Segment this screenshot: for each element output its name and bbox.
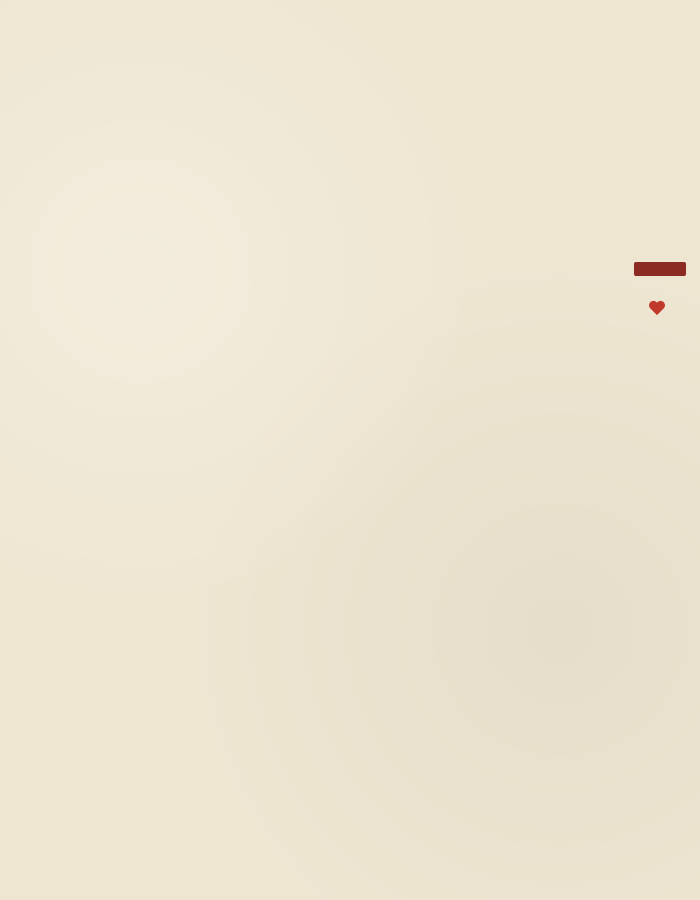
section-5-heading <box>358 215 598 229</box>
section-4-paragraph-2 <box>358 185 598 201</box>
sources-title <box>92 712 342 724</box>
right-text-column <box>358 135 598 321</box>
left-text-column <box>92 133 342 313</box>
item-4-paragraph <box>92 193 342 209</box>
item-5-paragraph <box>92 223 342 239</box>
section-4-paragraph-1 <box>358 155 598 171</box>
section-5-paragraph-2 <box>358 261 598 277</box>
section-5-paragraph-1 <box>358 231 598 247</box>
sources-block <box>92 712 342 748</box>
item-6-paragraph <box>92 253 342 269</box>
heart-icon <box>648 300 666 316</box>
intro-paragraph <box>92 133 342 149</box>
issue-badge <box>634 262 686 276</box>
section-5-paragraph-3 <box>358 291 598 307</box>
source-line-2 <box>92 736 342 748</box>
item-3-paragraph <box>92 163 342 179</box>
page-number <box>636 280 676 298</box>
item-7-paragraph <box>92 283 342 299</box>
source-line-1 <box>92 724 342 736</box>
section-4-heading <box>358 139 598 153</box>
